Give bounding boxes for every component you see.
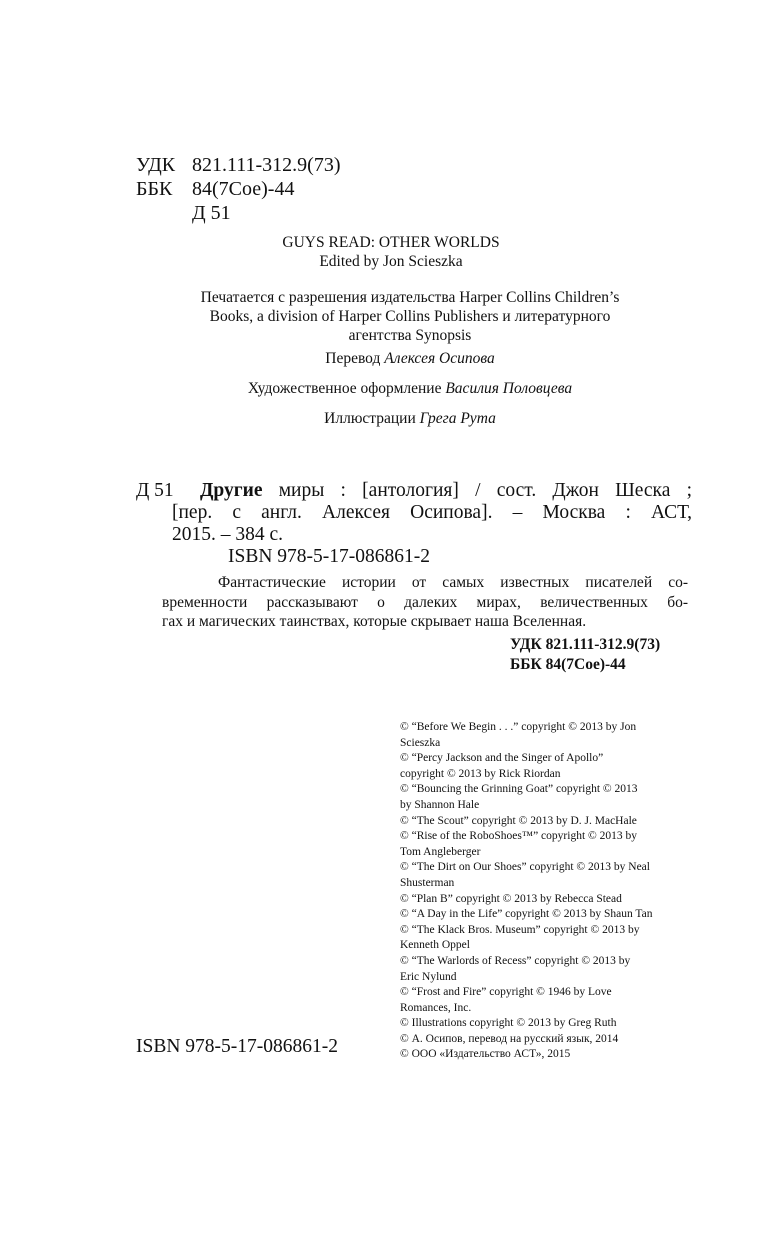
permission-notice [150, 288, 670, 345]
catalog-isbn: ISBN 978-5-17-086861-2 [228, 546, 431, 567]
author-sign: Д 51 [192, 202, 231, 224]
udk-value: 821.111-312.9(73) [192, 154, 341, 176]
bottom-isbn: ISBN 978-5-17-086861-2 [136, 1036, 339, 1057]
bbk-row [136, 177, 341, 201]
copyright-line: Romances, Inc. [400, 1001, 472, 1014]
original-title-block [0, 233, 768, 271]
copyright-line: © Illustrations copyright © 2013 by Greg Ruth [400, 1017, 617, 1030]
annotation-line: Фантастические истории от самых известных писателей со- [218, 574, 688, 591]
annotation [162, 573, 688, 632]
illustrations-label: Иллюстрации [324, 410, 416, 427]
copyright-line: Tom Angleberger [400, 845, 481, 858]
copyright-line: © “The Klack Bros. Museum” copyright © 2013 by [400, 923, 640, 936]
illustrations-credit [150, 409, 670, 428]
catalog-line-3: 2015. – 384 с. [172, 524, 284, 545]
permission-line: Печатается с разрешения издательства Harper Collins Children’s [200, 289, 620, 306]
permission-line: агентства Synopsis [348, 327, 472, 344]
translation-label: Перевод [325, 350, 381, 367]
design-label: Художественное оформление [247, 380, 442, 397]
illustrator-name: Грега Рута [419, 410, 496, 427]
copyright-line: © А. Осипов, перевод на русский язык, 2014 [400, 1032, 619, 1045]
copyright-line: © “The Dirt on Our Shoes” copyright © 2013 by Neal [400, 861, 650, 874]
bbk-label: ББК [136, 178, 173, 200]
udk-label: УДК [136, 154, 176, 176]
copyright-line: Kenneth Oppel [400, 939, 470, 952]
copyright-line: copyright © 2013 by Rick Riordan [400, 767, 561, 780]
bbk-value: 84(7Сое)-44 [192, 178, 295, 200]
copyright-line: © “Rise of the RoboShoes™” copyright © 2013 by [400, 830, 637, 843]
copyright-line: © “A Day in the Life” copyright © 2013 by Shaun Tan [400, 908, 653, 921]
copyright-line: Eric Nylund [400, 970, 457, 983]
author-sign-row [136, 201, 341, 225]
catalog-line-1 [136, 480, 692, 502]
copyright-line: © “The Scout” copyright © 2013 by D. J. MacHale [400, 814, 637, 827]
copyright-line: © “Frost and Fire” copyright © 1946 by Love [400, 986, 612, 999]
translation-credit [150, 349, 670, 368]
copyright-line: © “Percy Jackson and the Singer of Apollo” [400, 752, 604, 765]
original-editor: Edited by Jon Scieszka [319, 253, 463, 270]
catalog-line-2: [пер. с англ. Алексея Осипова]. – Москва : АСТ, [172, 502, 692, 523]
catalog-code: Д 51 [136, 480, 174, 501]
catalog-entry [136, 480, 692, 568]
catalog-title-bold: Другие [200, 480, 263, 501]
copyright-line: by Shannon Hale [400, 798, 480, 811]
translator-name: Алексея Осипова [384, 350, 495, 367]
copyright-line: © “The Warlords of Recess” copyright © 2013 by [400, 954, 631, 967]
original-title: GUYS READ: OTHER WORLDS [282, 234, 500, 251]
classification-block [136, 153, 341, 225]
design-credit [150, 379, 670, 398]
annotation-bbk: ББК 84(7Сое)-44 [510, 655, 626, 673]
catalog-title-rest: миры : [антология] / сост. Джон Шеска ; [278, 480, 693, 501]
annotation-line: временности рассказывают о далеких мирах, величественных бо- [162, 593, 688, 611]
udk-row [136, 153, 341, 177]
annotation-udk: УДК 821.111-312.9(73) [510, 636, 661, 653]
designer-name: Василия Половцева [445, 380, 573, 397]
copyright-line: © “Plan B” copyright © 2013 by Rebecca Stead [400, 892, 622, 905]
copyright-list [400, 720, 700, 1063]
copyright-line: © “Bouncing the Grinning Goat” copyright © 2013 [400, 783, 638, 796]
copyright-line: Scieszka [400, 736, 441, 749]
index-codes [510, 635, 660, 674]
permission-line: Books, a division of Harper Collins Publishers и литературного [209, 308, 611, 325]
copyright-line: Shusterman [400, 876, 455, 889]
copyright-line: © ООО «Издательство АСТ», 2015 [400, 1048, 571, 1061]
annotation-line: гах и магических таинствах, которые скрывает наша Вселенная. [162, 613, 587, 630]
copyright-line: © “Before We Begin . . .” copyright © 2013 by Jon [400, 721, 637, 733]
